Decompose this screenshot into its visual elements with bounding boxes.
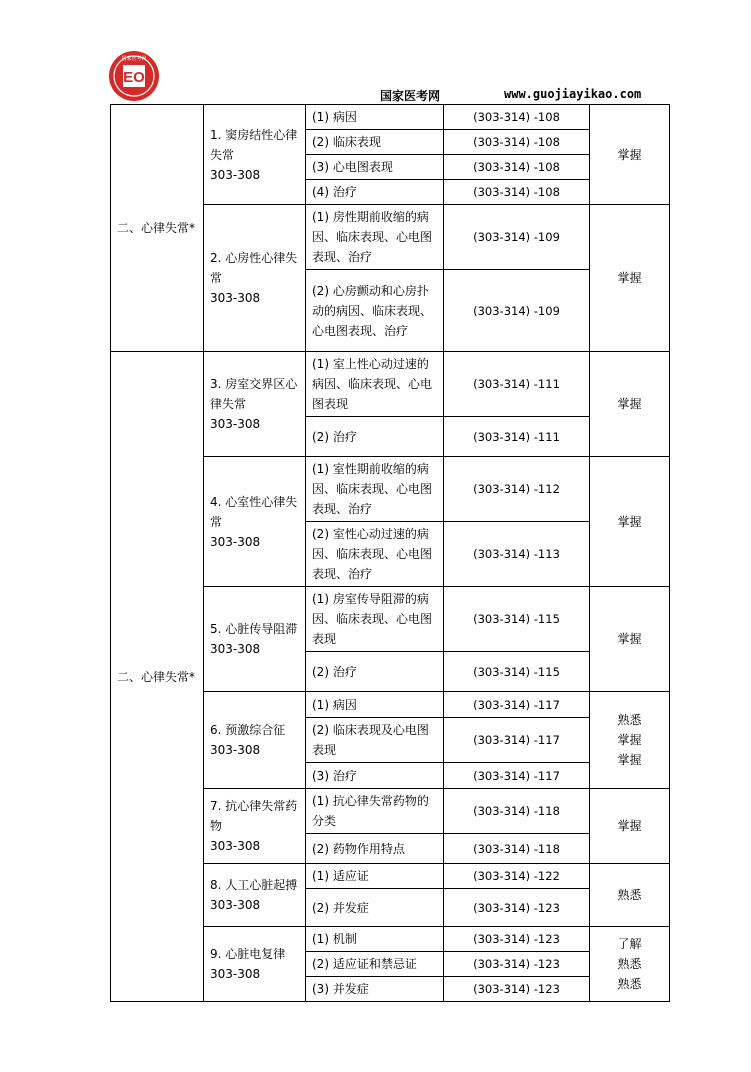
table-row [111, 352, 670, 417]
item-cell: (2) 室性心动过速的病因、临床表现、心电图表现、治疗 [306, 522, 444, 587]
item-cell: (2) 治疗 [306, 652, 444, 692]
svg-text:EO: EO [123, 69, 145, 86]
reference-cell: (303-314) -108 [444, 130, 590, 155]
site-url[interactable]: www.guojiayikao.com [504, 87, 642, 101]
svg-text:国家医考网: 国家医考网 [121, 56, 147, 62]
requirement-cell: 掌握 [590, 789, 670, 864]
requirement-cell: 掌握 [590, 205, 670, 352]
reference-cell: (303-314) -117 [444, 718, 590, 763]
item-cell: (2) 并发症 [306, 889, 444, 927]
reference-cell: (303-314) -123 [444, 952, 590, 977]
sub-unit-cell: 8. 人工心脏起搏 303-308 [204, 864, 306, 927]
item-cell: (1) 适应证 [306, 864, 444, 889]
requirement-cell: 掌握 [590, 352, 670, 457]
unit-cell: 二、心律失常* [111, 352, 204, 1002]
reference-cell: (303-314) -111 [444, 417, 590, 457]
requirement-cell: 熟悉 [590, 864, 670, 927]
item-cell: (1) 室上性心动过速的病因、临床表现、心电图表现 [306, 352, 444, 417]
sub-unit-cell: 7. 抗心律失常药物 303-308 [204, 789, 306, 864]
sub-unit-cell: 9. 心脏电复律 303-308 [204, 927, 306, 1002]
syllabus-table [110, 104, 670, 1002]
reference-cell: (303-314) -123 [444, 927, 590, 952]
reference-cell: (303-314) -111 [444, 352, 590, 417]
sub-unit-cell: 3. 房室交界区心律失常 303-308 [204, 352, 306, 457]
reference-cell: (303-314) -115 [444, 652, 590, 692]
reference-cell: (303-314) -109 [444, 205, 590, 270]
item-cell: (3) 治疗 [306, 763, 444, 789]
requirement-cell: 熟悉 掌握 掌握 [590, 692, 670, 789]
item-cell: (2) 适应证和禁忌证 [306, 952, 444, 977]
reference-cell: (303-314) -118 [444, 834, 590, 864]
reference-cell: (303-314) -117 [444, 763, 590, 789]
item-cell: (2) 心房颤动和心房扑动的病因、临床表现、心电图表现、治疗 [306, 270, 444, 352]
requirement-cell: 掌握 [590, 105, 670, 205]
item-cell: (2) 临床表现 [306, 130, 444, 155]
sub-unit-cell: 2. 心房性心律失常 303-308 [204, 205, 306, 352]
item-cell: (1) 病因 [306, 105, 444, 130]
item-cell: (2) 药物作用特点 [306, 834, 444, 864]
item-cell: (1) 房性期前收缩的病因、临床表现、心电图表现、治疗 [306, 205, 444, 270]
item-cell: (4) 治疗 [306, 180, 444, 205]
unit-cell: 二、心律失常* [111, 105, 204, 352]
reference-cell: (303-314) -112 [444, 457, 590, 522]
sub-unit-cell: 5. 心脏传导阻滞 303-308 [204, 587, 306, 692]
table-row [111, 105, 670, 130]
requirement-cell: 了解 熟悉 熟悉 [590, 927, 670, 1002]
item-cell: (1) 室性期前收缩的病因、临床表现、心电图表现、治疗 [306, 457, 444, 522]
item-cell: (2) 临床表现及心电图表现 [306, 718, 444, 763]
reference-cell: (303-314) -123 [444, 889, 590, 927]
reference-cell: (303-314) -115 [444, 587, 590, 652]
site-logo [108, 50, 160, 102]
item-cell: (3) 并发症 [306, 977, 444, 1002]
reference-cell: (303-314) -109 [444, 270, 590, 352]
requirement-cell: 掌握 [590, 457, 670, 587]
item-cell: (3) 心电图表现 [306, 155, 444, 180]
item-cell: (2) 治疗 [306, 417, 444, 457]
item-cell: (1) 抗心律失常药物的分类 [306, 789, 444, 834]
item-cell: (1) 病因 [306, 692, 444, 718]
item-cell: (1) 机制 [306, 927, 444, 952]
sub-unit-cell: 6. 预激综合征 303-308 [204, 692, 306, 789]
site-name: 国家医考网 [380, 89, 441, 103]
sub-unit-cell: 1. 窦房结性心律失常 303-308 [204, 105, 306, 205]
reference-cell: (303-314) -122 [444, 864, 590, 889]
reference-cell: (303-314) -118 [444, 789, 590, 834]
item-cell: (1) 房室传导阻滞的病因、临床表现、心电图表现 [306, 587, 444, 652]
reference-cell: (303-314) -108 [444, 180, 590, 205]
reference-cell: (303-314) -113 [444, 522, 590, 587]
reference-cell: (303-314) -117 [444, 692, 590, 718]
reference-cell: (303-314) -108 [444, 105, 590, 130]
reference-cell: (303-314) -123 [444, 977, 590, 1002]
requirement-cell: 掌握 [590, 587, 670, 692]
reference-cell: (303-314) -108 [444, 155, 590, 180]
sub-unit-cell: 4. 心室性心律失常 303-308 [204, 457, 306, 587]
